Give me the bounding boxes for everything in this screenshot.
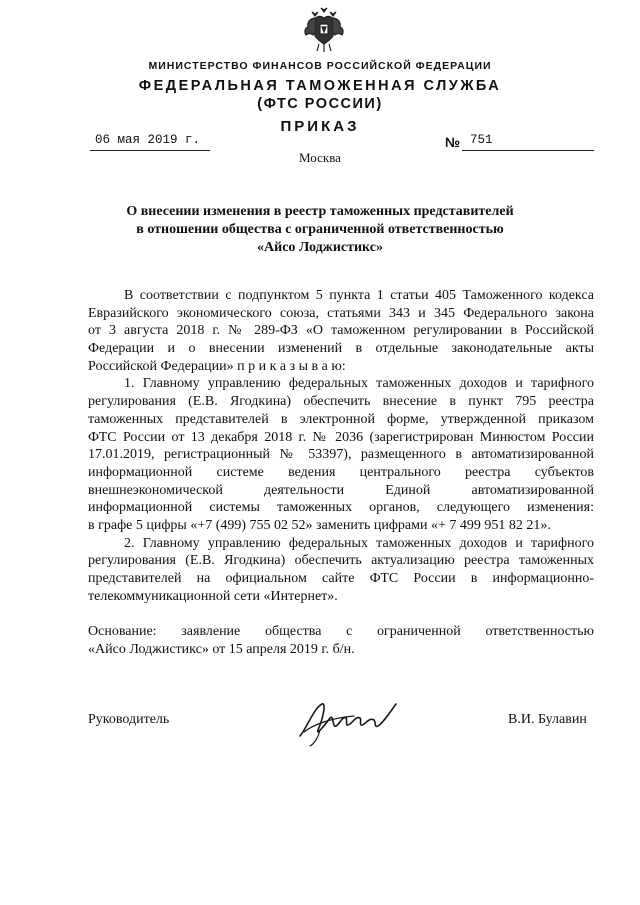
item1-line: информационной системы таможенных органов, следующего изменения: [88, 500, 594, 516]
basis-line: Основание: заявление общества с ограниченной ответственностью [88, 624, 594, 640]
order-number: 751 [470, 133, 493, 147]
title-line: «Айсо Лоджистикс» [257, 240, 383, 255]
preamble-line: Евразийского экономического союза, статьями 343 и 345 Федерального закона [88, 305, 594, 321]
double-headed-eagle-emblem-icon [303, 6, 345, 54]
basis-line: «Айсо Лоджистикс» от 15 апреля 2019 г. б/н. [88, 642, 355, 658]
item1-line: информационной системе ведения центрального реестра субъектов [88, 464, 594, 480]
title-line: в отношении общества с ограниченной ответственностью [136, 222, 504, 237]
item1-line: 1. Главному управлению федеральных таможенных доходов и тарифного [124, 376, 594, 392]
signer-name: В.И. Булавин [508, 712, 587, 727]
item2-line: представителей на официальном сайте ФТС России в информационно- [88, 571, 594, 586]
item1-line: внешнеэкономической деятельности Единой автоматизированной [88, 482, 594, 498]
document-body [88, 287, 594, 659]
item1-line: регулирования (Е.В. Ягодкина) обеспечить внесение в пункт 795 реестра [88, 394, 594, 410]
item2-line: телекоммуникационной сети «Интернет». [88, 588, 338, 604]
city: Москва [299, 150, 341, 165]
service-abbreviation: (ФТС РОССИИ) [257, 96, 383, 112]
item1-line: ФТС России от 13 декабря 2018 г. № 2036 (зарегистрирован Минюстом России [88, 429, 594, 445]
number-sign: № [445, 135, 461, 150]
item1-line: таможенных представителей в электронной форме, утвержденной приказом [88, 411, 594, 427]
handwritten-signature [294, 696, 402, 748]
service-name: ФЕДЕРАЛЬНАЯ ТАМОЖЕННАЯ СЛУЖБА [138, 78, 502, 94]
order-date: 06 мая 2019 г. [95, 133, 201, 147]
item2-line: 2. Главному управлению федеральных таможенных доходов и тарифного [124, 535, 594, 551]
preamble-line: от 3 августа 2018 г. № 289-ФЗ «О таможенном регулировании в Российской [88, 323, 594, 339]
item1-line: 17.01.2019, регистрационный № 53397), размещенного в автоматизированной [88, 447, 594, 463]
item1-line: в графе 5 цифры «+7 (499) 755 02 52» заменить цифрами «+ 7 499 951 82 21». [88, 517, 551, 533]
title-line: О внесении изменения в реестр таможенных представителей [126, 204, 514, 219]
item2-line: регулирования (Е.В. Ягодкина) обеспечить актуализацию реестра таможенных [88, 553, 594, 569]
preamble-line: Российской Федерации» п р и к а з ы в а ю: [88, 358, 346, 374]
ministry-name: МИНИСТЕРСТВО ФИНАНСОВ РОССИЙСКОЙ ФЕДЕРАЦИИ [148, 60, 492, 72]
document-type: ПРИКАЗ [280, 118, 360, 135]
document-title [0, 203, 640, 257]
preamble-line: В соответствии с подпунктом 5 пункта 1 статьи 405 Таможенного кодекса [124, 288, 594, 303]
preamble-line: Федерации и о внесении изменений в отдельные законодательные акты [88, 341, 594, 357]
signer-title: Руководитель [88, 712, 170, 727]
